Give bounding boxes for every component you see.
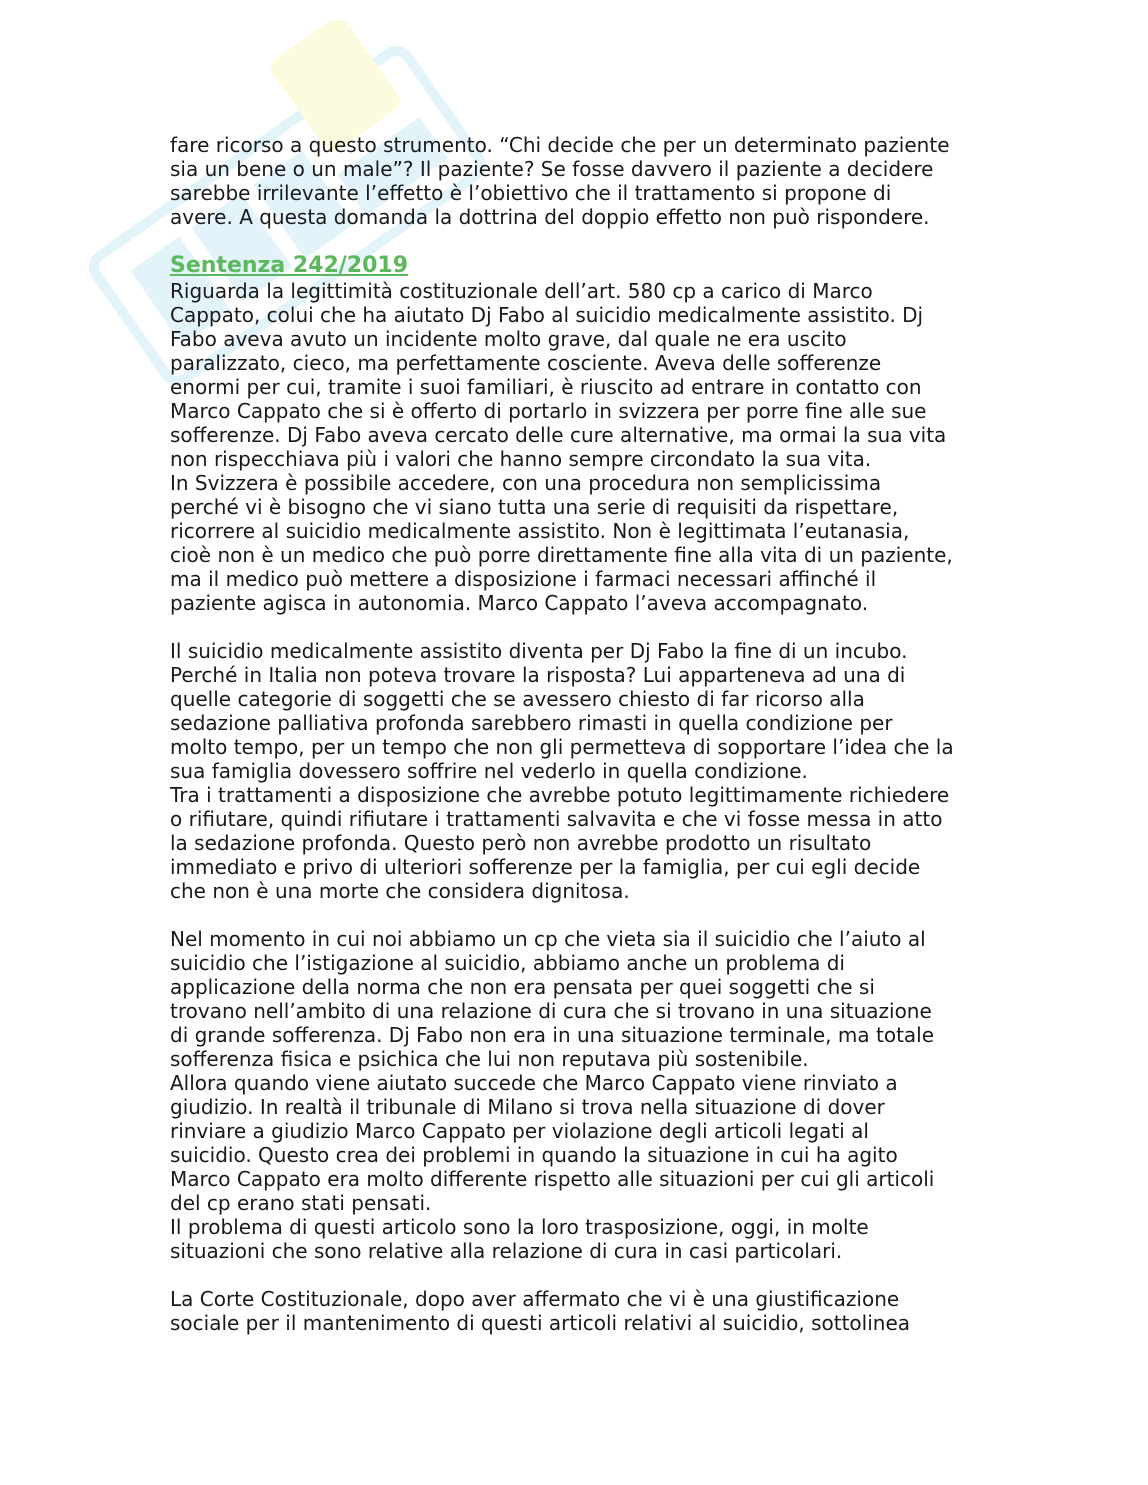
document-body (170, 133, 990, 1359)
paragraph (170, 639, 990, 903)
text-line: ricorrere al suicidio medicalmente assistito. Non è legittimata l’eutanasia, (170, 519, 910, 543)
text-line: del cp erano stati pensati. (170, 1191, 432, 1215)
text-line: trovano nell’ambito di una relazione di cura che si trovano in una situazione (170, 999, 932, 1023)
text-line: quelle categorie di soggetti che se avessero chiesto di far ricorso alla (170, 687, 865, 711)
text-line: situazioni che sono relative alla relazione di cura in casi particolari. (170, 1239, 843, 1263)
text-line: Marco Cappato era molto differente rispetto alle situazioni per cui gli articoli (170, 1167, 935, 1191)
section (170, 253, 990, 615)
text-line: immediato e privo di ulteriori sofferenze per la famiglia, per cui egli decide (170, 855, 921, 879)
text-line: suicidio. Questo crea dei problemi in quando la situazione in cui ha agito (170, 1143, 898, 1167)
text-line: che non è una morte che considera dignitosa. (170, 879, 630, 903)
section-heading: Sentenza 242/2019 (170, 253, 409, 278)
text-line: sofferenza fisica e psichica che lui non reputava più sostenibile. (170, 1047, 809, 1071)
text-line: giudizio. In realtà il tribunale di Milano si trova nella situazione di dover (170, 1095, 885, 1119)
text-line: paralizzato, cieco, ma perfettamente cosciente. Aveva delle sofferenze (170, 351, 882, 375)
text-line: sociale per il mantenimento di questi articoli relativi al suicidio, sottolinea (170, 1311, 911, 1335)
text-line: sarebbe irrilevante l’effetto è l’obiettivo che il trattamento si propone di (170, 181, 892, 205)
paragraph (170, 927, 990, 1263)
text-line: Fabo aveva avuto un incidente molto grave, dal quale ne era uscito (170, 327, 847, 351)
text-line: paziente agisca in autonomia. Marco Cappato l’aveva accompagnato. (170, 591, 869, 615)
text-line: sedazione palliativa profonda sarebbero rimasti in quella condizione per (170, 711, 893, 735)
text-line: molto tempo, per un tempo che non gli permetteva di sopportare l’idea che la (170, 735, 954, 759)
text-line: ma il medico può mettere a disposizione i farmaci necessari affinché il (170, 567, 877, 591)
text-line: la sedazione profonda. Questo però non avrebbe prodotto un risultato (170, 831, 872, 855)
text-line: o rifiutare, quindi rifiutare i trattamenti salvavita e che vi fosse messa in atto (170, 807, 943, 831)
paragraph (170, 1287, 990, 1335)
text-line: Perché in Italia non poteva trovare la risposta? Lui apparteneva ad una di (170, 663, 906, 687)
text-line: Il suicidio medicalmente assistito diventa per Dj Fabo la fine di un incubo. (170, 639, 908, 663)
text-line: sua famiglia dovessero soffrire nel vederlo in quella condizione. (170, 759, 808, 783)
text-line: La Corte Costituzionale, dopo aver affermato che vi è una giustificazione (170, 1287, 900, 1311)
text-line: non rispecchiava più i valori che hanno sempre circondato la sua vita. (170, 447, 872, 471)
text-line: di grande sofferenza. Dj Fabo non era in una situazione terminale, ma totale (170, 1023, 935, 1047)
text-line: Tra i trattamenti a disposizione che avrebbe potuto legittimamente richiedere (170, 783, 950, 807)
text-line: Riguarda la legittimità costituzionale dell’art. 580 cp a carico di Marco (170, 279, 873, 303)
text-line: Il problema di questi articolo sono la loro trasposizione, oggi, in molte (170, 1215, 869, 1239)
text-line: applicazione della norma che non era pensata per quei soggetti che si (170, 975, 875, 999)
text-line: Allora quando viene aiutato succede che Marco Cappato viene rinviato a (170, 1071, 898, 1095)
paragraph (170, 279, 990, 615)
text-line: sia un bene o un male”? Il paziente? Se fosse davvero il paziente a decidere (170, 157, 934, 181)
text-line: Nel momento in cui noi abbiamo un cp che vieta sia il suicidio che l’aiuto al (170, 927, 926, 951)
text-line: cioè non è un medico che può porre direttamente fine alla vita di un paziente, (170, 543, 953, 567)
text-line: suicidio che l’istigazione al suicidio, abbiamo anche un problema di (170, 951, 845, 975)
text-line: Cappato, colui che ha aiutato Dj Fabo al suicidio medicalmente assistito. Dj (170, 303, 924, 327)
paragraph (170, 133, 990, 229)
text-line: Marco Cappato che si è offerto di portarlo in svizzera per porre fine alle sue (170, 399, 927, 423)
text-line: rinviare a giudizio Marco Cappato per violazione degli articoli legati al (170, 1119, 869, 1143)
text-line: enormi per cui, tramite i suoi familiari, è riuscito ad entrare in contatto con (170, 375, 922, 399)
text-line: avere. A questa domanda la dottrina del doppio effetto non può rispondere. (170, 205, 930, 229)
text-line: perché vi è bisogno che vi siano tutta una serie di requisiti da rispettare, (170, 495, 899, 519)
text-line: sofferenze. Dj Fabo aveva cercato delle cure alternative, ma ormai la sua vita (170, 423, 947, 447)
text-line: fare ricorso a questo strumento. “Chi decide che per un determinato paziente (170, 133, 950, 157)
text-line: In Svizzera è possibile accedere, con una procedura non semplicissima (170, 471, 882, 495)
